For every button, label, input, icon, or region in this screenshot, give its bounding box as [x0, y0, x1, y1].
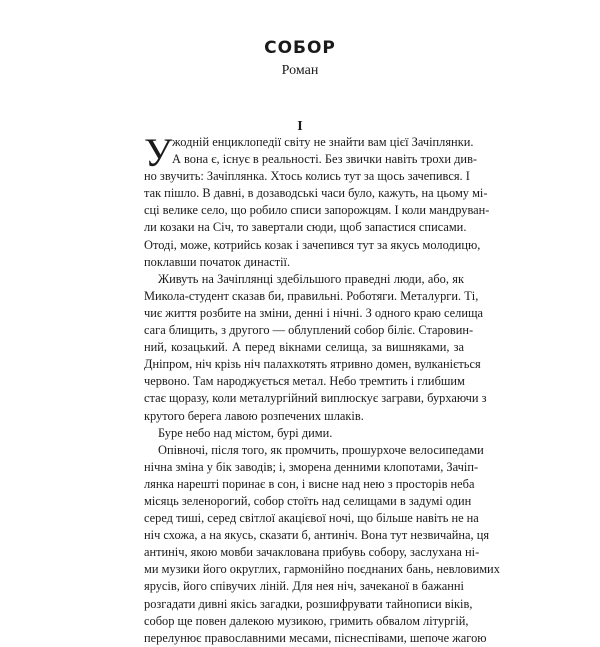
drop-cap-letter: У	[144, 130, 173, 175]
paragraph	[144, 271, 487, 425]
text-line: антиніч, якою мовби зачаклована прибувь собору, заслухана ні-	[144, 545, 480, 560]
text-line: сці велике село, що робило списи запорожцям. І коли мандруван-	[144, 203, 490, 218]
text-line: ли козаки на Січ, то завертали сюди, щоб запастися списами.	[144, 220, 467, 235]
text-line: перелунює православними месами, піснеспівами, шепоче жагою	[144, 630, 487, 645]
text-line: червоно. Там народжується метал. Небо тремтить і глибшим	[144, 374, 465, 389]
text-line: жодній енциклопедії світу не знайти вам цієї Зачіплянки.	[172, 135, 474, 149]
text-line: лянка нарешті поринає в сон, і висне над нею з просторів неба	[144, 476, 475, 491]
book-subtitle: Роман	[281, 63, 319, 78]
text-line: ний, козацький. А перед вікнами селища, за вишняками, за	[144, 340, 464, 355]
text-line: серед тиші, серед світлої акацієвої ночі, що більше навіть не на	[144, 511, 479, 526]
text-line: Микола-студент сказав би, правильні. Роботяги. Металурги. Ті,	[144, 288, 479, 303]
text-line: нічна зміна у бік заводів; і, зморена денними клопотами, Зачіп-	[144, 459, 479, 474]
text-line: ярусів, його співучих ліній. Для нея ніч, зачеканої в бажанні	[144, 579, 464, 594]
text-line: Отоді, може, котрийсь козак і зачепився тут за якусь молодицю,	[144, 237, 481, 252]
text-line: місяць зеленорогий, собор стоїть над селищами в задумі один	[144, 493, 472, 508]
text-line: ніч схожа, а на якусь, сказати б, антиніч. Вона тут незвичайна, ця	[144, 528, 490, 543]
text-line: Буре небо над містом, бурі дими.	[158, 425, 333, 440]
paragraph	[144, 130, 490, 271]
text-line: поклавши початок династії.	[144, 254, 291, 269]
text-line: Живуть на Зачіплянці здебільшого праведні люди, або, як	[158, 271, 464, 286]
text-line: собор ще повен далекою музикою, гримить обвалом літургій,	[144, 613, 469, 628]
book-title: СОБОР	[264, 38, 336, 58]
text-line: но звучить: Зачіплянка. Хтось колись тут за щось зачепився. І	[144, 169, 470, 184]
text-line: крутого берега лавою розпечених шлаків.	[144, 408, 364, 423]
text-line: Опівночі, після того, як промчить, прошурхоче велосипедами	[158, 442, 484, 457]
text-line: А вона є, існує в реальності. Без звички навіть трохи див-	[172, 152, 478, 167]
text-line: ми музики його округлих, гармонійно поєднаних бань, невловимих	[144, 562, 500, 577]
chapter-text	[144, 130, 500, 647]
chapter-number: I	[297, 119, 303, 134]
paragraph	[144, 425, 464, 442]
text-line: сага блищить, з другого — облуплений собор біліє. Старовин-	[144, 323, 474, 338]
paragraph	[144, 442, 500, 647]
text-line: Дніпром, ніч крізь ніч палахкотять ятривно домен, вулканіється	[144, 357, 481, 372]
text-line: так пішло. В давні, в дозаводські часи було, кажуть, на цьому мі-	[144, 186, 488, 201]
text-line: чиє життя розбите на зміни, денні і нічні. З одного краю селища	[144, 305, 483, 320]
text-line: розгадати дивні якісь загадки, розшифрувати тайнописи віків,	[144, 596, 473, 611]
text-line: стає щоразу, коли металургійний виплюскує заграви, бурхаючи з	[144, 391, 487, 406]
